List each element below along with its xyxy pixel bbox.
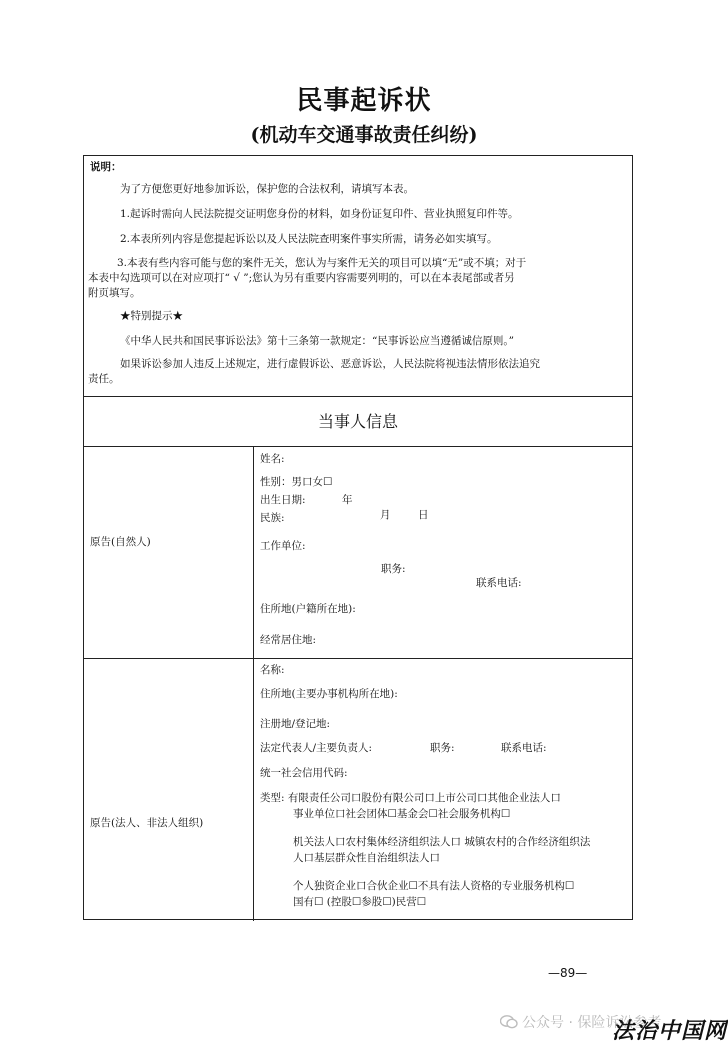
field-birth-year: 年	[342, 494, 353, 506]
notes-item-3-line-2: 本表中勾选项可以在对应项打“ √ ”;您认为另有重要内容需要列明的，可以在本表尾部或者另	[88, 272, 515, 284]
field-birth-month: 月	[380, 509, 391, 521]
plaintiff-person-label: 原告(自然人)	[90, 536, 151, 548]
field-residence[interactable]: 经常居住地:	[260, 634, 317, 646]
org-type-line-5[interactable]: 个人独资企业口合伙企业☐不具有法人资格的专业服务机构☐	[293, 880, 575, 892]
divider-notes	[84, 396, 632, 397]
field-position[interactable]: 职务:	[381, 563, 406, 575]
org-type-line-3[interactable]: 机关法人口农村集体经济组织法人口 城镇农村的合作经济组织法	[293, 836, 591, 848]
field-legal-representative[interactable]: 法定代表人/主要负责人:	[260, 742, 373, 754]
column-divider	[253, 446, 254, 921]
special-tip-warning-line-1: 如果诉讼参加人违反上述规定，进行虚假诉讼、恶意诉讼，人民法院将视违法情形依法追究	[120, 358, 540, 370]
notes-intro: 为了方便您更好地参加诉讼，保护您的合法权利，请填写本表。	[120, 183, 414, 195]
page-title: 民事起诉状	[296, 86, 432, 116]
field-birth-date[interactable]: 出生日期:	[260, 494, 306, 506]
page-number: —89—	[548, 966, 588, 980]
notes-label: 说明：	[90, 161, 122, 173]
site-logo: 法治中国网	[612, 1018, 728, 1044]
special-tip-warning-line-2: 责任。	[88, 373, 120, 385]
field-org-position[interactable]: 职务:	[430, 742, 455, 754]
field-registration-place[interactable]: 注册地/登记地:	[260, 718, 331, 730]
special-tip-title: ★特别提示★	[120, 310, 183, 322]
org-type-line-4[interactable]: 人口基层群众性自治组织法人口	[293, 852, 440, 864]
special-tip-law: 《中华人民共和国民事诉讼法》第十三条第一款规定：“民事诉讼应当遵循诚信原则。”	[120, 335, 514, 347]
field-domicile[interactable]: 住所地(户籍所在地):	[260, 603, 356, 615]
field-gender[interactable]: 性别：男口女☐	[260, 476, 333, 488]
section-title-party-info: 当事人信息	[317, 412, 398, 431]
watermark-text: 公众号 · 保险诉讼参考	[522, 1015, 662, 1031]
notes-item-2: 2.本表所列内容是您提起诉讼以及人民法院查明案件事实所需，请务必如实填写。	[120, 233, 498, 245]
notes-item-3-line-1: 3.本表有些内容可能与您的案件无关，您认为与案件无关的项目可以填“无”或不填；对于	[117, 257, 527, 269]
field-org-phone[interactable]: 联系电话:	[501, 742, 547, 754]
divider-plaintiff-person	[84, 658, 632, 659]
wechat-icon	[500, 1015, 518, 1029]
plaintiff-org-label: 原告(法人、非法人组织)	[90, 817, 204, 829]
divider-section-header	[84, 446, 632, 447]
org-type-line-2[interactable]: 事业单位口社会团体☐基金会☐社会服务机构☐	[293, 808, 511, 820]
field-name[interactable]: 姓名:	[260, 453, 285, 465]
notes-item-3-line-3: 附页填写。	[88, 287, 141, 299]
field-org-address[interactable]: 住所地(主要办事机构所在地):	[260, 688, 398, 700]
field-credit-code[interactable]: 统一社会信用代码:	[260, 767, 348, 779]
org-type-line-1[interactable]: 类型: 有限责任公司口股份有限公司口上市公司口其他企业法人口	[260, 792, 561, 804]
complaint-form	[83, 155, 633, 920]
field-work-unit[interactable]: 工作单位:	[260, 540, 306, 552]
field-org-name[interactable]: 名称:	[260, 664, 285, 676]
org-type-line-6[interactable]: 国有☐ (控股☐参股☐)民营☐	[293, 896, 427, 908]
field-phone[interactable]: 联系电话:	[476, 577, 522, 589]
notes-item-1: 1.起诉时需向人民法院提交证明您身份的材料，如身份证复印件、营业执照复印件等。	[120, 208, 519, 220]
page-subtitle: (机动车交通事故责任纠纷)	[250, 124, 478, 146]
field-ethnicity[interactable]: 民族:	[260, 512, 285, 524]
field-birth-day: 日	[418, 509, 429, 521]
